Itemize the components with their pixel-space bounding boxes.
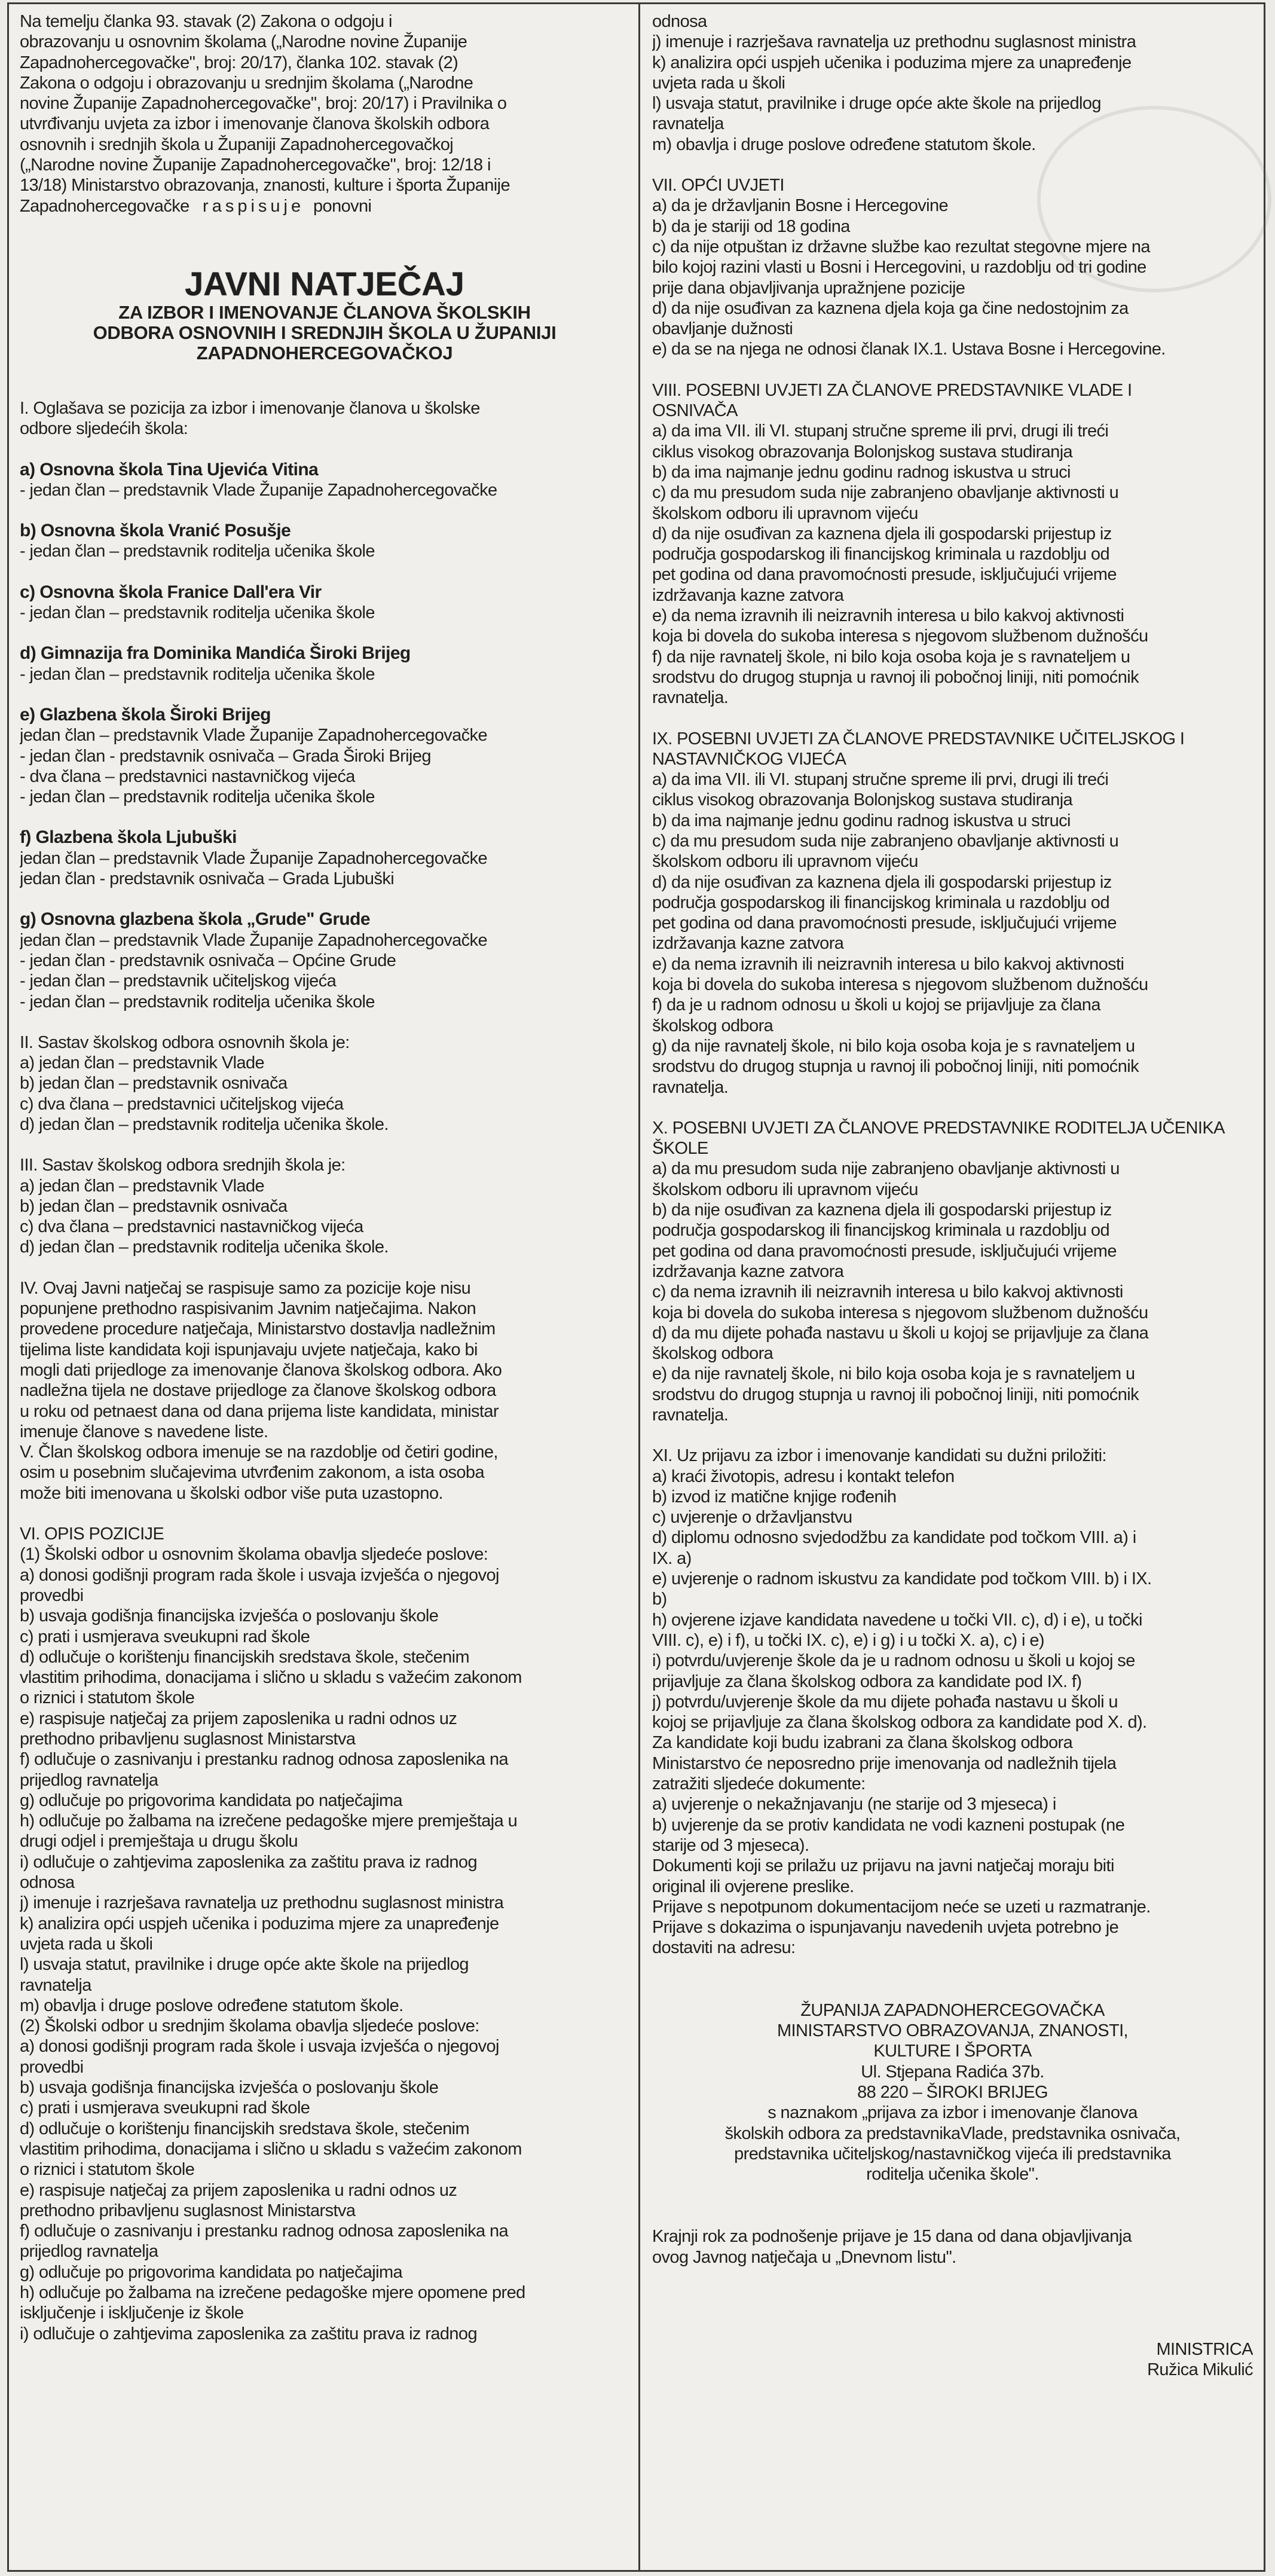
right-top-line: ravnatelja (652, 114, 724, 134)
sec11-line: b) uvjerenje da se protiv kandidata ne vodi kazneni postupak (ne (652, 1815, 1125, 1835)
intro-line: osnovnih i srednjih škola u Županiji Zapadnohercegovačkoj (20, 135, 454, 154)
sec6-line: g) odlučuje po prigovorima kandidata po natječajima (20, 2262, 403, 2282)
sec6-line: e) raspisuje natječaj za prijem zaposlenika u radni odnos uz (20, 2180, 457, 2200)
signature-line: Ružica Mikulić (1147, 2360, 1253, 2380)
deadline-line: Krajnji rok za podnošenje prijave je 15 dana od dana objavljivanja (652, 2227, 1132, 2247)
sec6-line: c) prati i usmjerava sveukupni rad škole (20, 2098, 310, 2118)
notice-title: JAVNI NATJEČAJ (185, 264, 464, 302)
section-8 (652, 380, 1253, 708)
sec9-line: g) da nije ravnatelj škole, ni bilo koja osoba koja je s ravnateljem u (652, 1036, 1135, 1056)
sec11-line: h) ovjerene izjave kandidata navedene u točki VII. c), d) i e), u točki (652, 1610, 1142, 1630)
sec3-line: c) dva člana – predstavnici nastavničkog vijeća (20, 1217, 363, 1237)
intro-line: utvrđivanju uvjeta za izbor i imenovanje članova školskih odbora (20, 114, 490, 134)
section-4-5 (20, 1278, 629, 1504)
sec8-line: OSNIVAČA (652, 401, 738, 421)
sec10-line: e) da nije ravnatelj škole, ni bilo koja osoba koja je s ravnateljem u (652, 1364, 1135, 1384)
sec6-line: o riznici i statutom škole (20, 2160, 195, 2180)
address-line: ŽUPANIJA ZAPADNOHERCEGOVAČKA (800, 2000, 1105, 2020)
sec11-line: prijavljuje za člana školskog odbora za kandidate pod IX. f) (652, 1672, 1082, 1691)
sec9-line: koja bi dovela do sukoba interesa s njegovom službenom dužnošću (652, 975, 1148, 995)
section-1 (20, 398, 629, 439)
sec8-line: b) da ima najmanje jednu godinu radnog iskustva u struci (652, 462, 1071, 482)
sec6-line: prijedlog ravnatelja (20, 1770, 158, 1790)
school-member-line: - jedan član - predstavnik osnivača – Grada Široki Brijeg (20, 746, 431, 766)
intro-line: Na temelju članka 93. stavak (2) Zakona o odgoju i (20, 12, 392, 31)
sec6-line: f) odlučuje o zasnivanju i prestanku radnog odnosa zaposlenika na (20, 1750, 509, 1770)
school-member-line: - dva člana – predstavnici nastavničkog vijeća (20, 766, 355, 786)
subtitle-line: ODBORA OSNOVNIH I SREDNJIH ŠKOLA U ŽUPANIJI (93, 322, 557, 343)
sec11-line: b) izvod iz matične knjige rođenih (652, 1487, 897, 1507)
sec6-line: (1) Školski odbor u osnovnim školama obavlja sljedeće poslove: (20, 1545, 488, 1564)
address-block (652, 2000, 1253, 2185)
sec9-line: e) da nema izravnih ili neizravnih interesa u bilo kakvoj aktivnosti (652, 954, 1124, 974)
sec4-line: nadležna tijela ne dostave prijedloge za članove školskog odbora (20, 1381, 496, 1401)
sec7-line: c) da nije otpuštan iz državne službe kao rezultat stegovne mjere na (652, 237, 1150, 256)
sec6-line: vlastitim prihodima, donacijama i slično u skladu s važećim zakonom (20, 1668, 522, 1688)
sec9-line: školskom odboru ili upravnom vijeću (652, 852, 918, 872)
right-top-line: l) usvaja statut, pravilnike i druge opće akte škole na prijedlog (652, 94, 1101, 114)
sec6-line: d) odlučuje o korištenju financijskih sredstava škole, stečenim (20, 2119, 470, 2138)
sec8-line: srodstvu do drugog stupnja u ravnoj ili pobočnoj liniji, niti pomoćnik (652, 667, 1139, 687)
sec11-line: IX. a) (652, 1548, 692, 1568)
school-name: c) Osnovna škola Franice Dall'era Vir (20, 582, 322, 602)
intro-line: („Narodne novine Županije Zapadnohercegovačke", broj: 12/18 i (20, 155, 491, 175)
sec4-line: u roku od petnaest dana od dana prijema liste kandidata, ministar (20, 1401, 499, 1421)
school-member-line: - jedan član – predstavnik roditelja učenika škole (20, 992, 375, 1012)
sec10-line: ravnatelja. (652, 1405, 729, 1425)
sec6-line: e) raspisuje natječaj za prijem zaposlenika u radni odnos uz (20, 1709, 457, 1728)
left-column (20, 11, 629, 2564)
sec6-line: o riznici i statutom škole (20, 1688, 195, 1708)
section-6 (20, 1524, 629, 2344)
sec10-line: d) da mu dijete pohađa nastavu u školi u kojoj se prijavljuje za člana (652, 1323, 1149, 1343)
sec6-line: drugi odjel i premještaja u drugu školu (20, 1832, 298, 1851)
sec7-line: e) da se na njega ne odnosi članak IX.1. Ustava Bosne i Hercegovine. (652, 340, 1166, 359)
intro-line: 13/18) Ministarstvo obrazovanja, znanosti, kulture i športa Županije (20, 176, 510, 195)
sec11-line: c) uvjerenje o državljanstvu (652, 1508, 852, 1527)
school-member-line: jedan član – predstavnik Vlade Županije Zapadnohercegovačke (20, 726, 487, 745)
address-line: KULTURE I ŠPORTA (873, 2042, 1032, 2061)
sec2-line: b) jedan član – predstavnik osnivača (20, 1074, 288, 1093)
sec8-line: f) da nije ravnatelj škole, ni bilo koja osoba koja je s ravnateljem u (652, 647, 1130, 667)
sec8-line: VIII. POSEBNI UVJETI ZA ČLANOVE PREDSTAVNIKE VLADE I (652, 380, 1132, 400)
sec1-head-line: odbore sljedećih škola: (20, 419, 188, 439)
right-top-line: odnosa (652, 12, 707, 31)
school-member-line: - jedan član – predstavnik roditelja učenika škole (20, 664, 375, 684)
sec10-line: ŠKOLE (652, 1139, 708, 1159)
address-line: predstavnika učiteljskog/nastavničkog vijeća ili predstavnika (734, 2144, 1171, 2164)
sec6-line: vlastitim prihodima, donacijama i slično u skladu s važećim zakonom (20, 2139, 522, 2159)
sec6-line: g) odlučuje po prigovorima kandidata po natječajima (20, 1790, 403, 1810)
sec11-line: zatražiti sljedeće dokumente: (652, 1774, 866, 1794)
section-6-continued (652, 11, 1253, 155)
sec10-line: školskom odboru ili upravnom vijeću (652, 1179, 918, 1199)
sec11-line: Prijave s nepotpunom dokumentacijom neće se uzeti u razmatranje. (652, 1897, 1151, 1917)
intro-line: obrazovanju u osnovnim školama („Narodne novine Županije (20, 32, 467, 52)
sec6-line: l) usvaja statut, pravilnike i druge opće akte škole na prijedlog (20, 1955, 469, 1975)
sec11-line: Za kandidate koji budu izabrani za člana školskog odbora (652, 1733, 1073, 1753)
sec11-line: d) diplomu odnosno svjedodžbu za kandidate pod točkom VIII. a) i (652, 1528, 1136, 1548)
sec10-line: X. POSEBNI UVJETI ZA ČLANOVE PREDSTAVNIKE RODITELJA UČENIKA (652, 1118, 1225, 1138)
sec6-line: i) odlučuje o zahtjevima zaposlenika za zaštitu prava iz radnog (20, 1852, 477, 1872)
column-divider (638, 4, 640, 2570)
sec6-line: ravnatelja (20, 1975, 91, 1995)
school-member-line: - jedan član – predstavnik roditelja učenika škole (20, 542, 375, 561)
sec6-line: d) odlučuje o korištenju financijskih sredstava škole, stečenim (20, 1647, 470, 1667)
sec4-line: provedene procedure natječaja, Ministarstvo dostavlja nadležnim (20, 1319, 496, 1339)
sec10-line: izdržavanja kazne zatvora (652, 1261, 844, 1281)
sec4-line: mogli dati prijedloge za imenovanje članova školskog odbora. Ako (20, 1360, 502, 1380)
sec8-line: d) da nije osuđivan za kaznena djela ili gospodarski prijestup iz (652, 524, 1112, 543)
sec6-line: m) obavlja i druge poslove određene statutom škole. (20, 1996, 403, 2015)
sec6-line: b) usvaja godišnja financijska izvješća o poslovanju škole (20, 2078, 439, 2098)
section-11 (652, 1446, 1253, 1958)
sec6-line: i) odlučuje o zahtjevima zaposlenika za zaštitu prava iz radnog (20, 2324, 477, 2343)
sec4-line: osim u posebnim slučajevima utvrđenim zakonom, a ista osoba (20, 1463, 484, 1483)
sec9-line: IX. POSEBNI UVJETI ZA ČLANOVE PREDSTAVNIKE UČITELJSKOG I (652, 729, 1185, 748)
sec6-line: provedbi (20, 2057, 84, 2077)
sec1-head-line: I. Oglašava se pozicija za izbor i imenovanje članova u školske (20, 398, 480, 418)
sec11-line: b) (652, 1590, 667, 1609)
sec8-line: c) da mu presudom suda nije zabranjeno obavljanje aktivnosti u (652, 483, 1119, 503)
school-name: e) Glazbena škola Široki Brijeg (20, 704, 271, 725)
sec10-line: b) da nije osuđivan za kaznena djela ili gospodarski prijestup iz (652, 1200, 1112, 1220)
signature-line: MINISTRICA (1156, 2339, 1253, 2359)
section-2 (20, 1032, 629, 1135)
sec7-line: prije dana objavljivanja upražnjene pozicije (652, 278, 965, 298)
right-column (652, 11, 1253, 2564)
sec7-line: a) da je državljanin Bosne i Hercegovine (652, 196, 949, 216)
sec9-line: srodstvu do drugog stupnja u ravnoj ili pobočnoj liniji, niti pomoćnik (652, 1057, 1139, 1077)
sec9-line: b) da ima najmanje jednu godinu radnog iskustva u struci (652, 811, 1071, 830)
sec4-line: tijelima liste kandidata koji ispunjavaju uvjete natječaja, kako bi (20, 1340, 478, 1359)
right-top-line: k) analizira opći uspjeh učenika i poduzima mjere za unapređenje (652, 53, 1132, 72)
sec11-line: original ili ovjerene preslike. (652, 1877, 854, 1896)
sec8-line: izdržavanja kazne zatvora (652, 585, 844, 605)
sec4-line: može biti imenovana u školski odbor više puta uzastopno. (20, 1483, 443, 1503)
sec3-line: a) jedan član – predstavnik Vlade (20, 1176, 265, 1196)
sec7-line: VII. OPĆI UVJETI (652, 176, 784, 195)
sec10-line: srodstvu do drugog stupnja u ravnoj ili pobočnoj liniji, niti pomoćnik (652, 1385, 1139, 1404)
raspisuje-word: raspisuje (203, 196, 305, 216)
school-name: f) Glazbena škola Ljubuški (20, 827, 237, 848)
sec2-line: II. Sastav školskog odbora osnovnih škola je: (20, 1032, 350, 1052)
school-name: a) Osnovna škola Tina Ujevića Vitina (20, 459, 319, 479)
sec11-line: starije od 3 mjeseca). (652, 1835, 809, 1855)
right-top-line: j) imenuje i razrješava ravnatelja uz prethodnu suglasnost ministra (652, 32, 1136, 52)
sec9-line: NASTAVNIČKOG VIJEĆA (652, 749, 846, 769)
sec10-line: pet godina od dana pravomoćnosti presude, isključujući vrijeme (652, 1241, 1117, 1261)
address-line: roditelja učenika škole". (866, 2165, 1039, 2184)
sec6-line: c) prati i usmjerava sveukupni rad škole (20, 1627, 310, 1646)
sec9-line: ravnatelja. (652, 1077, 729, 1097)
section-9 (652, 729, 1253, 1098)
sec6-line: isključenje i isključenje iz škole (20, 2303, 244, 2323)
intro-line: Zakona o odgoju i obrazovanju u srednjim školama („Narodne (20, 73, 473, 93)
sec9-line: izdržavanja kazne zatvora (652, 934, 844, 954)
sec2-line: d) jedan član – predstavnik roditelja učenika škole. (20, 1114, 389, 1134)
sec10-line: područja gospodarskog ili financijskog kriminala u razdoblju od (652, 1221, 1109, 1240)
sec4-line: IV. Ovaj Javni natječaj se raspisuje samo za pozicije koje nisu (20, 1278, 471, 1298)
section-10 (652, 1118, 1253, 1425)
school-member-line: jedan član – predstavnik Vlade Županije Zapadnohercegovačke (20, 930, 487, 950)
sec10-line: koja bi dovela do sukoba interesa s njegovom službenom dužnošću (652, 1303, 1148, 1322)
sec11-line: dostaviti na adresu: (652, 1938, 796, 1958)
sec3-line: III. Sastav školskog odbora srednjih škola je: (20, 1156, 345, 1175)
section-7 (652, 175, 1253, 360)
sec8-line: pet godina od dana pravomoćnosti presude, isključujući vrijeme (652, 565, 1117, 585)
sec9-line: d) da nije osuđivan za kaznena djela ili gospodarski prijestup iz (652, 872, 1112, 892)
notice-subtitle (20, 302, 629, 363)
sec11-line: XI. Uz prijavu za izbor i imenovanje kandidati su dužni priložiti: (652, 1446, 1106, 1466)
deadline-line: ovog Javnog natječaja u „Dnevnom listu". (652, 2247, 956, 2267)
sec3-line: d) jedan član – predstavnik roditelja učenika škole. (20, 1237, 389, 1257)
school-list (20, 439, 629, 1012)
sec6-line: provedbi (20, 1585, 84, 1605)
sec11-line: a) kraći životopis, adresu i kontakt telefon (652, 1466, 955, 1486)
sec7-line: b) da je stariji od 18 godina (652, 216, 850, 236)
sec2-line: a) jedan član – predstavnik Vlade (20, 1053, 265, 1073)
sec11-line: Prijave s dokazima o ispunjavanju navedenih uvjeta potrebno je (652, 1918, 1119, 1938)
sec9-line: ciklus visokog obrazovanja Bolonjskog sustava studiranja (652, 790, 1073, 810)
intro-line: Zapadnohercegovačke", broj: 20/17), članka 102. stavak (2) (20, 53, 458, 72)
sec6-line: uvjeta rada u školi (20, 1934, 153, 1954)
intro-paragraph: Na temelju članka 93. stavak (2) Zakona o odgoju i obrazovanju u osnovnim školama („Narodne novine Županije Zapadnohercegovačke", broj: 20/17), članka 102. stavak (2) Zakona o odgoju i obrazovanju u srednjim školama („Narodne novine Županije Zapadnohercegovačke", broj: 20/17) i Pravilnika o utvrđivanju uvjeta za izbor i imenovanje članova školskih odbora osnovnih i srednjih škola u Županiji Zapadnohercegovačkoj („Narodne novine Županije Zapadnohercegovačke", broj: 12/18 i 13/18) Ministarstvo obrazovanja, znanosti, kulture i športa Županije Zapadnohercegovačke raspisuje ponovni (20, 11, 629, 216)
sec11-line: i) potvrdu/uvjerenje škole da je u radnom odnosu u školi u kojoj se (652, 1651, 1135, 1671)
sec6-line: h) odlučuje po žalbama na izrečene pedagoške mjere premještaja u (20, 1811, 518, 1831)
sec11-line: kojoj se prijavljuje za člana školskog odbora za kandidate pod X. d). (652, 1713, 1147, 1732)
address-line: s naznakom „prijava za izbor i imenovanje članova (768, 2103, 1138, 2123)
sec11-line: a) uvjerenje o nekažnjavanju (ne starije od 3 mjeseca) i (652, 1795, 1056, 1814)
school-name: d) Gimnazija fra Dominika Mandića Široki Brijeg (20, 643, 411, 664)
school-name: b) Osnovna škola Vranić Posušje (20, 521, 291, 541)
sec4-line: popunjene prethodno raspisivanim Javnim natječajima. Nakon (20, 1299, 476, 1319)
school-name: g) Osnovna glazbena škola „Grude" Grude (20, 909, 370, 930)
sec9-line: a) da ima VII. ili VI. stupanj stručne spreme ili prvi, drugi ili treći (652, 770, 1109, 790)
sec6-line: VI. OPIS POZICIJE (20, 1524, 164, 1544)
school-member-line: - jedan član – predstavnik Vlade Županije Zapadnohercegovačke (20, 480, 497, 500)
address-line: MINISTARSTVO OBRAZOVANJA, ZNANOSTI, (777, 2021, 1128, 2041)
sec10-line: školskog odbora (652, 1344, 773, 1364)
sec6-line: prethodno pribavljenu suglasnost Ministarstva (20, 1729, 356, 1749)
school-member-line: jedan član – predstavnik Vlade Županije Zapadnohercegovačke (20, 848, 487, 868)
right-top-line: m) obavlja i druge poslove određene statutom škole. (652, 135, 1036, 154)
sec11-line: Ministarstvo će neposredno prije imenovanja od nadležnih tijela (652, 1753, 1117, 1773)
sec6-line: f) odlučuje o zasnivanju i prestanku radnog odnosa zaposlenika na (20, 2221, 509, 2241)
sec10-line: c) da nema izravnih ili neizravnih interesa u bilo kakvoj aktivnosti (652, 1282, 1123, 1302)
school-member-line: - jedan član – predstavnik roditelja učenika škole (20, 603, 375, 623)
sec2-line: c) dva člana – predstavnici učiteljskog vijeća (20, 1094, 344, 1114)
sec11-line: VIII. c), e) i f), u točki IX. c), e) i g) i u točki X. a), c) i e) (652, 1630, 1044, 1650)
sec8-line: a) da ima VII. ili VI. stupanj stručne spreme ili prvi, drugi ili treći (652, 421, 1109, 441)
sec6-line: h) odlučuje po žalbama na izrečene pedagoške mjere opomene pred (20, 2283, 525, 2303)
sec11-line: Dokumenti koji se prilažu uz prijavu na javni natječaj moraju biti (652, 1856, 1114, 1876)
sec8-line: e) da nema izravnih ili neizravnih interesa u bilo kakvoj aktivnosti (652, 606, 1124, 626)
sec6-line: k) analizira opći uspjeh učenika i poduzima mjere za unapređenje (20, 1914, 499, 1933)
sec6-line: b) usvaja godišnja financijska izvješća o poslovanju škole (20, 1606, 439, 1626)
sec11-line: j) potvrdu/uvjerenje škole da mu dijete pohađa nastavu u školi u (652, 1692, 1118, 1712)
sec6-line: prijedlog ravnatelja (20, 2242, 158, 2262)
address-line: školskih odbora za predstavnikaVlade, predstavnika osnivača, (724, 2123, 1181, 2143)
sec6-line: a) donosi godišnji program rada škole i usvaja izvješća o njegovoj (20, 2037, 499, 2056)
address-line: 88 220 – ŠIROKI BRIJEG (857, 2082, 1048, 2102)
sec7-line: obavljanje dužnosti (652, 319, 793, 339)
section-3 (20, 1155, 629, 1257)
sec7-line: d) da nije osuđivan za kaznena djela koja ga čine nedostojnim za (652, 298, 1129, 318)
sec6-line: (2) Školski odbor u srednjim školama obavlja sljedeće poslove: (20, 2016, 479, 2036)
subtitle-line: ZAPADNOHERCEGOVAČKOJ (196, 342, 453, 363)
sec9-line: školskog odbora (652, 1016, 773, 1035)
sec9-line: pet godina od dana pravomoćnosti presude, isključujući vrijeme (652, 913, 1117, 933)
sec8-line: područja gospodarskog ili financijskog kriminala u razdoblju od (652, 545, 1109, 564)
address-line: Ul. Stjepana Radića 37b. (861, 2062, 1044, 2082)
sec4-line: V. Član školskog odbora imenuje se na razdoblje od četiri godine, (20, 1443, 498, 1462)
sec6-line: a) donosi godišnji program rada škole i usvaja izvješća o njegovoj (20, 1565, 499, 1585)
notice-page (7, 2, 1265, 2572)
sec7-line: bilo kojoj razini vlasti u Bosni i Hercegovini, u razdoblju od tri godine (652, 258, 1146, 277)
signature-block (652, 2339, 1253, 2381)
sec8-line: ravnatelja. (652, 688, 729, 708)
sec9-line: područja gospodarskog ili financijskog kriminala u razdoblju od (652, 893, 1109, 912)
right-top-line: uvjeta rada u školi (652, 73, 785, 93)
deadline-note (652, 2226, 1253, 2268)
sec9-line: c) da mu presudom suda nije zabranjeno obavljanje aktivnosti u (652, 831, 1119, 851)
sec8-line: školskom odboru ili upravnom vijeću (652, 503, 918, 523)
school-member-line: - jedan član – predstavnik učiteljskog vijeća (20, 971, 337, 991)
sec6-line: j) imenuje i razrješava ravnatelja uz prethodnu suglasnost ministra (20, 1893, 504, 1913)
sec8-line: ciklus visokog obrazovanja Bolonjskog sustava studiranja (652, 442, 1073, 462)
school-member-line: jedan član - predstavnik osnivača – Grada Ljubuški (20, 869, 395, 889)
sec8-line: koja bi dovela do sukoba interesa s njegovom službenom dužnošću (652, 627, 1148, 646)
school-member-line: - jedan član - predstavnik osnivača – Općine Grude (20, 951, 396, 970)
sec10-line: a) da mu presudom suda nije zabranjeno obavljanje aktivnosti u (652, 1159, 1120, 1179)
sec11-line: e) uvjerenje o radnom iskustvu za kandidate pod točkom VIII. b) i IX. (652, 1569, 1152, 1589)
sec3-line: b) jedan član – predstavnik osnivača (20, 1196, 288, 1216)
sec6-line: prethodno pribavljenu suglasnost Ministarstva (20, 2201, 356, 2220)
sec4-line: imenuje članove s navedene liste. (20, 1422, 268, 1441)
intro-line: novine Županije Zapadnohercegovačke", broj: 20/17) i Pravilnika o (20, 94, 507, 114)
sec6-line: odnosa (20, 1873, 75, 1893)
school-member-line: - jedan član – predstavnik roditelja učenika škole (20, 787, 375, 807)
sec9-line: f) da je u radnom odnosu u školi u kojoj se prijavljuje za člana (652, 995, 1100, 1015)
subtitle-line: ZA IZBOR I IMENOVANJE ČLANOVA ŠKOLSKIH (118, 301, 531, 323)
